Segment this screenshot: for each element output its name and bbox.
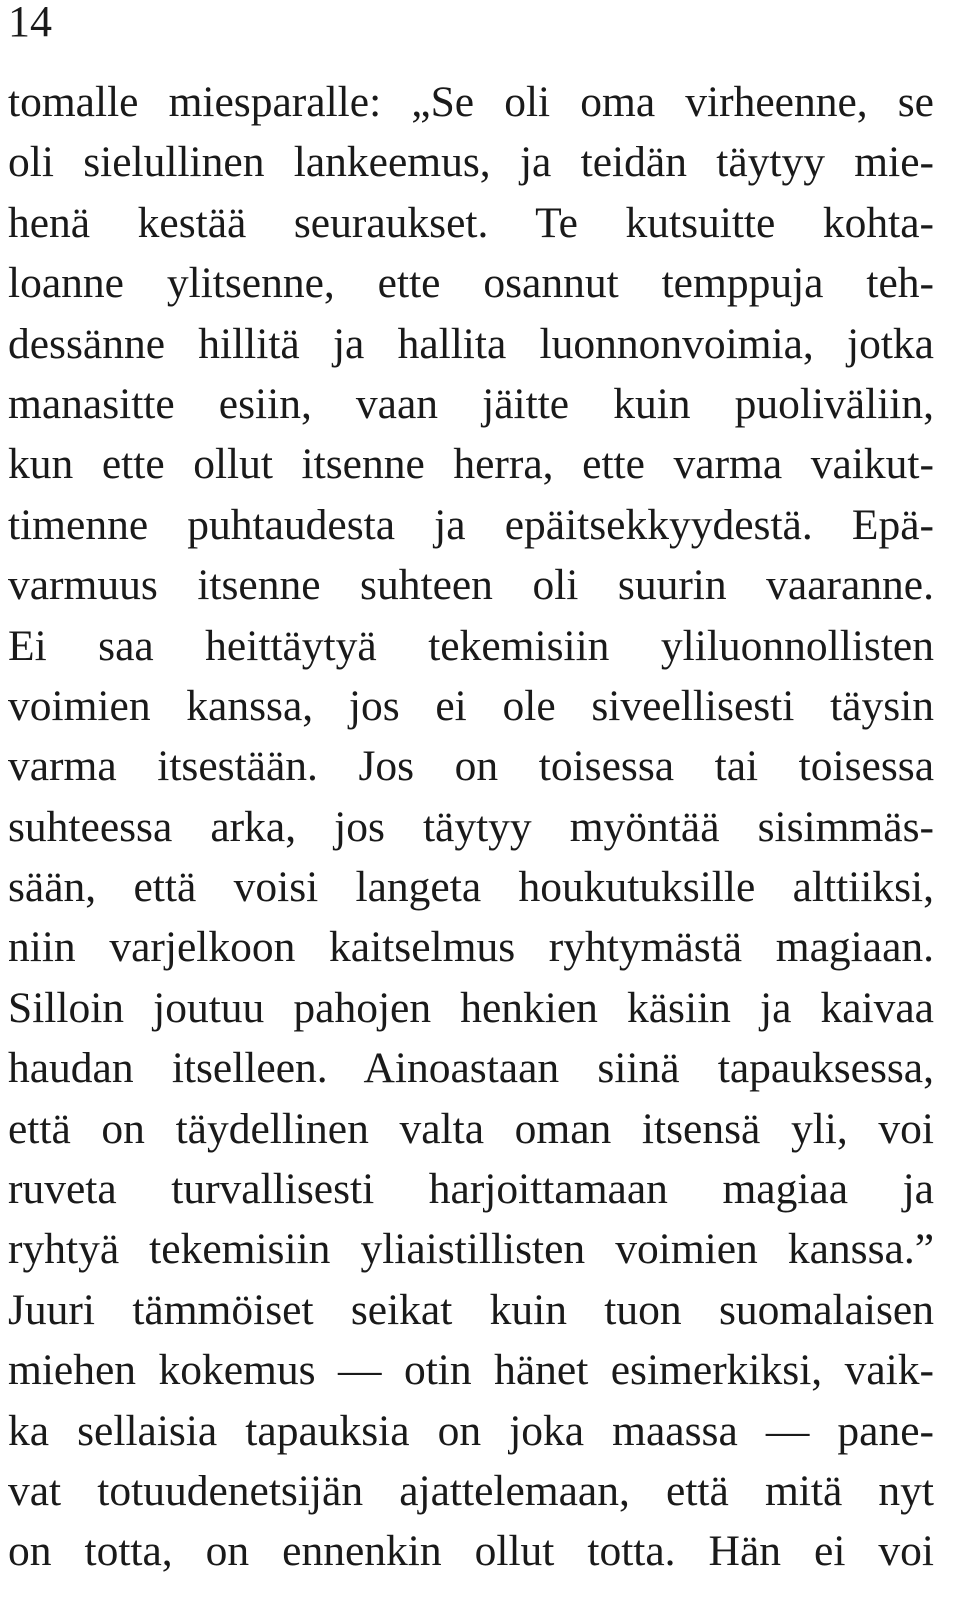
text-line: on totta, on ennenkin ollut totta. Hän ei voi xyxy=(8,1527,934,1576)
text-line: varmuus itsenne suhteen oli suurin vaaranne. xyxy=(8,561,934,610)
text-line: manasitte esiin, vaan jäitte kuin puoliväliin, xyxy=(8,379,934,428)
text-line: tomalle miesparalle: „Se oli oma virheenne, se xyxy=(8,78,934,126)
text-line: oli sielullinen lankeemus, ja teidän täytyy mie- xyxy=(8,138,934,187)
text-line: haudan itselleen. Ainoastaan siinä tapauksessa, xyxy=(8,1044,934,1093)
text-line: ryhtyä tekemisiin yliaistillisten voimien kanssa.” xyxy=(8,1225,934,1274)
text-line: sään, että voisi langeta houkutuksille alttiiksi, xyxy=(8,863,934,912)
text-line: Silloin joutuu pahojen henkien käsiin ja kaivaa xyxy=(8,983,934,1032)
text-line: Ei saa heittäytyä tekemisiin yliluonnollisten xyxy=(8,621,934,670)
text-line: voimien kanssa, jos ei ole siveellisesti täysin xyxy=(8,681,934,730)
text-line: dessänne hillitä ja hallita luonnonvoimia, jotka xyxy=(8,319,934,368)
text-line: loanne ylitsenne, ette osannut temppuja teh- xyxy=(8,259,934,308)
text-line: että on täydellinen valta oman itsensä yli, voi xyxy=(8,1104,934,1153)
text-line: henä kestää seuraukset. Te kutsuitte kohta- xyxy=(8,198,934,247)
text-line: niin varjelkoon kaitselmus ryhtymästä magiaan. xyxy=(8,923,934,972)
text-line: timenne puhtaudesta ja epäitsekkyydestä. Epä- xyxy=(8,500,934,549)
text-line: Juuri tämmöiset seikat kuin tuon suomalaisen xyxy=(8,1285,934,1334)
page-body-text xyxy=(8,72,934,1582)
text-line: varma itsestään. Jos on toisessa tai toisessa xyxy=(8,742,934,791)
page-number: 14 xyxy=(8,0,52,46)
text-line: suhteessa arka, jos täytyy myöntää sisimmäs- xyxy=(8,802,934,851)
text-line: vat totuudenetsijän ajattelemaan, että mitä nyt xyxy=(8,1466,934,1515)
text-line: miehen kokemus — otin hänet esimerkiksi, vaik- xyxy=(8,1346,934,1395)
text-line: ka sellaisia tapauksia on joka maassa — pane- xyxy=(8,1406,934,1455)
text-line: kun ette ollut itsenne herra, ette varma vaikut- xyxy=(8,440,934,489)
text-line: ruveta turvallisesti harjoittamaan magiaa ja xyxy=(8,1165,934,1214)
